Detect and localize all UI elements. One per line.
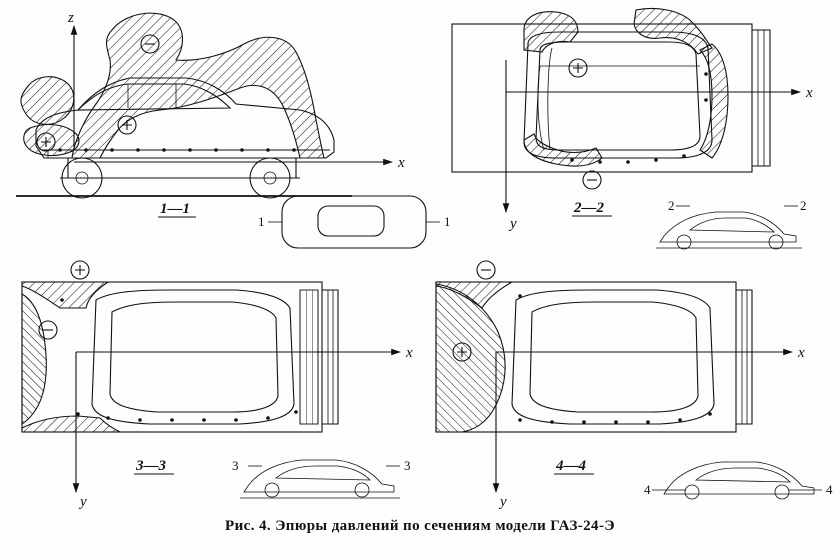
axis-label-x-4-4: x	[798, 345, 805, 361]
panel-label-4-4: 4—4	[556, 458, 586, 474]
sign-marker-plus-3-3	[71, 261, 89, 279]
sign-marker-plus-2-2	[569, 59, 587, 77]
panel-1-1	[16, 10, 405, 217]
sign-marker-minus-4-4	[477, 261, 495, 279]
axis-label-x-3-3: x	[406, 345, 413, 361]
key-plan-label-right: 1	[444, 214, 451, 229]
thumbnail-label-right-3-3: 3	[404, 458, 411, 473]
wheels-and-ground-1-1	[16, 158, 352, 198]
axes-2-2	[506, 60, 813, 232]
thumbnail-4-4	[644, 462, 833, 499]
axis-label-x: x	[398, 155, 405, 171]
axis-label-y-3-3: y	[80, 494, 87, 510]
axes-3-3	[76, 345, 413, 510]
key-plan-label-left: 1	[258, 214, 265, 229]
thumbnail-2-2	[656, 198, 807, 249]
sign-marker-minus-2-2	[583, 171, 601, 189]
panel-4-4	[436, 261, 833, 510]
panel-label-3-3: 3—3	[136, 458, 166, 474]
panel-2-2	[452, 9, 813, 250]
pressure-envelope-4-4	[436, 282, 512, 432]
thumbnail-label-left-4-4: 4	[644, 482, 651, 497]
axes-4-4	[496, 345, 805, 510]
axis-label-x-2-2: x	[806, 85, 813, 101]
thumbnail-label-left-3-3: 3	[232, 458, 239, 473]
pressure-envelope-3-3	[22, 282, 120, 432]
figure-caption: Рис. 4. Эпюры давлений по сечениям модели ГАЗ-24-Э	[225, 518, 615, 534]
axis-label-y-4-4: y	[500, 494, 507, 510]
thumbnail-label-right-2-2: 2	[800, 198, 807, 213]
cabin-outline-2-2	[524, 32, 712, 158]
key-plan-1	[258, 196, 451, 248]
panel-label-2-2: 2—2	[574, 200, 604, 216]
axis-label-y-2-2: y	[510, 216, 517, 232]
pressure-envelope-1-1	[21, 13, 324, 158]
thumbnail-3-3	[232, 458, 411, 498]
panel-label-1-1: 1—1	[160, 201, 190, 217]
axis-label-z: z	[68, 10, 74, 26]
pressure-dots-4-4	[518, 294, 712, 424]
thumbnail-label-right-4-4: 4	[826, 482, 833, 497]
thumbnail-label-left-2-2: 2	[668, 198, 675, 213]
panel-3-3	[22, 261, 413, 510]
